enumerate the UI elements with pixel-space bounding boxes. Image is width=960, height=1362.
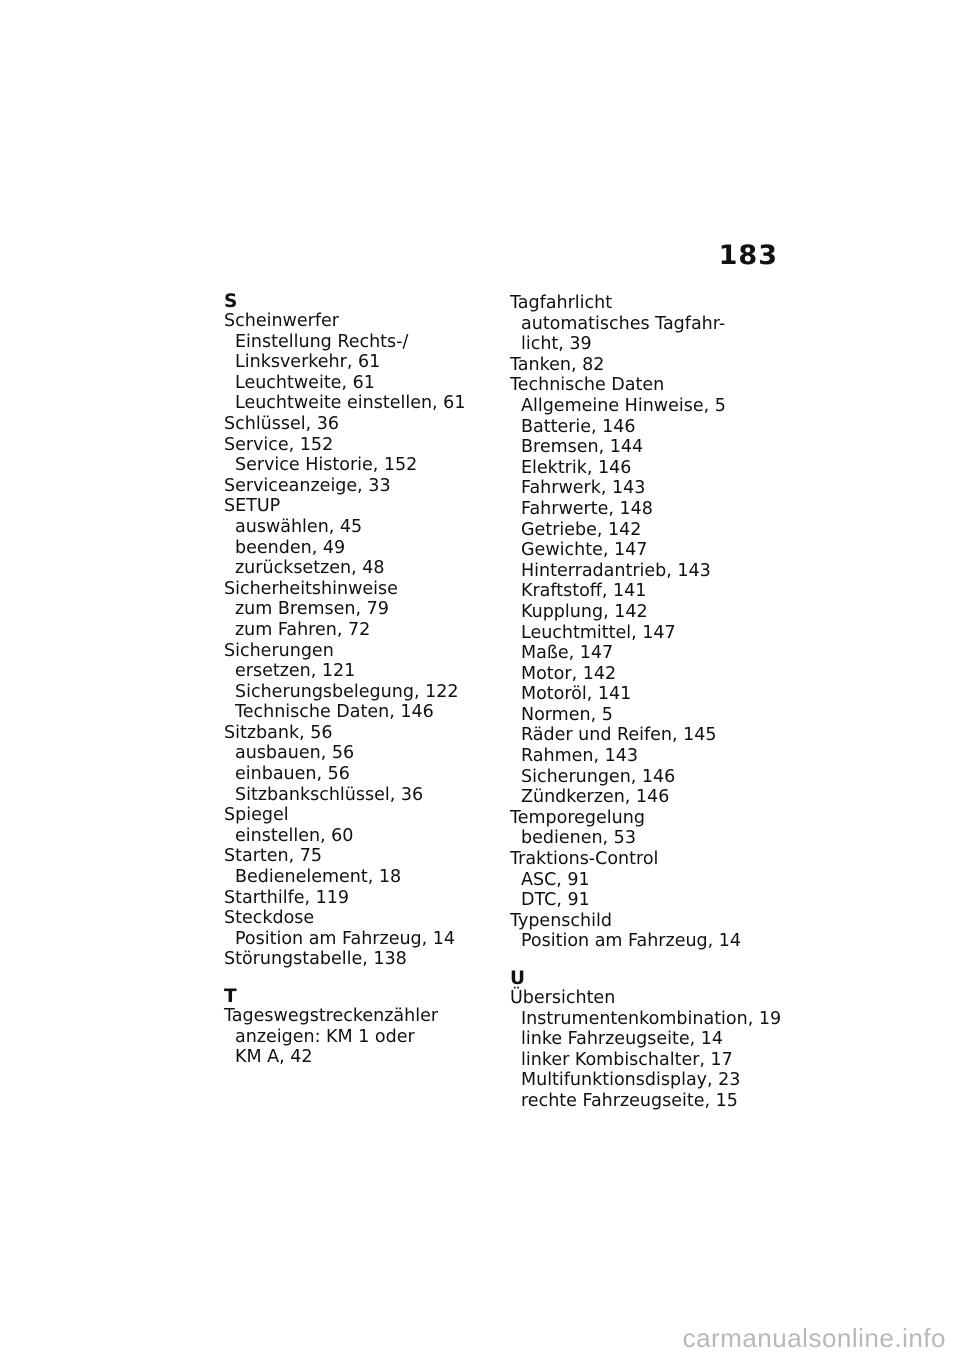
index-subentry: beenden, 49 [235, 537, 346, 558]
index-subentry: linke Fahrzeugseite, 14 [521, 1029, 724, 1050]
index-entry: Tageswegstreckenzähler [224, 1006, 439, 1026]
index-entry: Temporegelung [510, 807, 645, 828]
index-entry: Technische Daten [510, 375, 665, 396]
index-subentry: Einstellung Rechts-/ [235, 331, 409, 352]
watermark: carmanualsonline.info [682, 1323, 946, 1353]
index-subentry: Technische Daten, 146 [235, 702, 434, 723]
index-entry: Sitzbank, 56 [224, 722, 333, 743]
index-subentry: Sicherungen, 146 [521, 766, 676, 787]
index-subentry: Instrumentenkombination, 19 [521, 1008, 782, 1029]
index-subentry: zum Bremsen, 79 [235, 599, 389, 620]
index-subentry: Kraftstoff, 141 [521, 581, 647, 602]
index-subentry: Sitzbankschlüssel, 36 [235, 784, 424, 805]
index-subentry: zurücksetzen, 48 [235, 558, 385, 579]
index-subentry: rechte Fahrzeugseite, 15 [521, 1090, 738, 1111]
index-entry: Schlüssel, 36 [224, 413, 340, 434]
index-entry: Serviceanzeige, 33 [224, 475, 391, 496]
index-entry: Tagfahrlicht [510, 293, 613, 313]
index-entry: Starthilfe, 119 [224, 887, 350, 908]
index-subentry: Motor, 142 [521, 663, 617, 684]
index-column-right [510, 293, 800, 1112]
index-subentry: Position am Fahrzeug, 14 [521, 931, 742, 952]
index-subentry: einbauen, 56 [235, 764, 350, 785]
index-subentry: automatisches Tagfahr- [521, 313, 726, 334]
index-entry: Sicherheitshinweise [224, 578, 398, 599]
index-subentry: Leuchtweite, 61 [235, 372, 375, 393]
index-letter-heading: T [224, 986, 237, 1007]
index-subentry: Zündkerzen, 146 [521, 787, 670, 808]
index-entry: SETUP [224, 496, 281, 517]
index-subentry: zum Fahren, 72 [235, 619, 371, 640]
index-subentry: einstellen, 60 [235, 825, 354, 846]
index-subentry: Fahrwerte, 148 [521, 498, 653, 519]
index-subentry: Sicherungsbelegung, 122 [235, 681, 459, 702]
index-subentry: anzeigen: KM 1 oder [235, 1026, 415, 1047]
index-letter-heading: S [224, 291, 238, 312]
index-letter-heading: U [510, 968, 526, 989]
index-subentry: Bremsen, 144 [521, 437, 644, 458]
index-subentry: Allgemeine Hinweise, 5 [521, 395, 726, 416]
index-subentry: bedienen, 53 [521, 828, 636, 849]
index-subentry: Leuchtweite einstellen, 61 [235, 393, 466, 414]
index-subentry: Getriebe, 142 [521, 519, 642, 540]
index-subentry: Linksverkehr, 61 [235, 352, 381, 373]
index-subentry: Hinterradantrieb, 143 [521, 560, 711, 581]
index-subentry: Rahmen, 143 [521, 746, 639, 767]
index-subentry: Batterie, 146 [521, 416, 636, 437]
index-subentry: licht, 39 [521, 334, 592, 355]
index-entry: Steckdose [224, 908, 315, 929]
index-entry: Scheinwerfer [224, 311, 339, 331]
index-entry: Tanken, 82 [510, 354, 605, 375]
index-subentry: auswählen, 45 [235, 516, 363, 537]
index-entry: Service, 152 [224, 434, 334, 455]
index-subentry: ASC, 91 [521, 869, 590, 890]
index-subentry: Gewichte, 147 [521, 540, 648, 561]
index-subentry: linker Kombischalter, 17 [521, 1049, 733, 1070]
index-subentry: Position am Fahrzeug, 14 [235, 928, 456, 949]
index-entry: Starten, 75 [224, 846, 323, 867]
index-subentry: Räder und Reifen, 145 [521, 725, 717, 746]
index-entry: Störungstabelle, 138 [224, 949, 407, 970]
index-subentry: Fahrwerk, 143 [521, 478, 646, 499]
index-subentry: Service Historie, 152 [235, 455, 418, 476]
index-subentry: Motoröl, 141 [521, 684, 632, 705]
index-entry: Traktions-Control [510, 849, 659, 870]
index-subentry: DTC, 91 [521, 890, 590, 911]
index-entry: Sicherungen [224, 640, 334, 661]
index-entry: Typenschild [510, 910, 612, 931]
index-subentry: ersetzen, 121 [235, 661, 356, 682]
index-subentry: Bedienelement, 18 [235, 867, 402, 888]
index-subentry: Kupplung, 142 [521, 601, 648, 622]
index-subentry: Leuchtmittel, 147 [521, 622, 676, 643]
index-entry: Übersichten [510, 988, 616, 1008]
index-entry: Spiegel [224, 805, 289, 826]
index-subentry: Maße, 147 [521, 643, 614, 664]
index-subentry: KM A, 42 [235, 1047, 313, 1068]
index-subentry: Normen, 5 [521, 704, 613, 725]
index-subentry: Elektrik, 146 [521, 457, 632, 478]
index-subentry: ausbauen, 56 [235, 743, 355, 764]
index-subentry: Multifunktionsdisplay, 23 [521, 1070, 741, 1091]
index-column-left [224, 293, 494, 1068]
page-number: 183 [718, 240, 778, 271]
